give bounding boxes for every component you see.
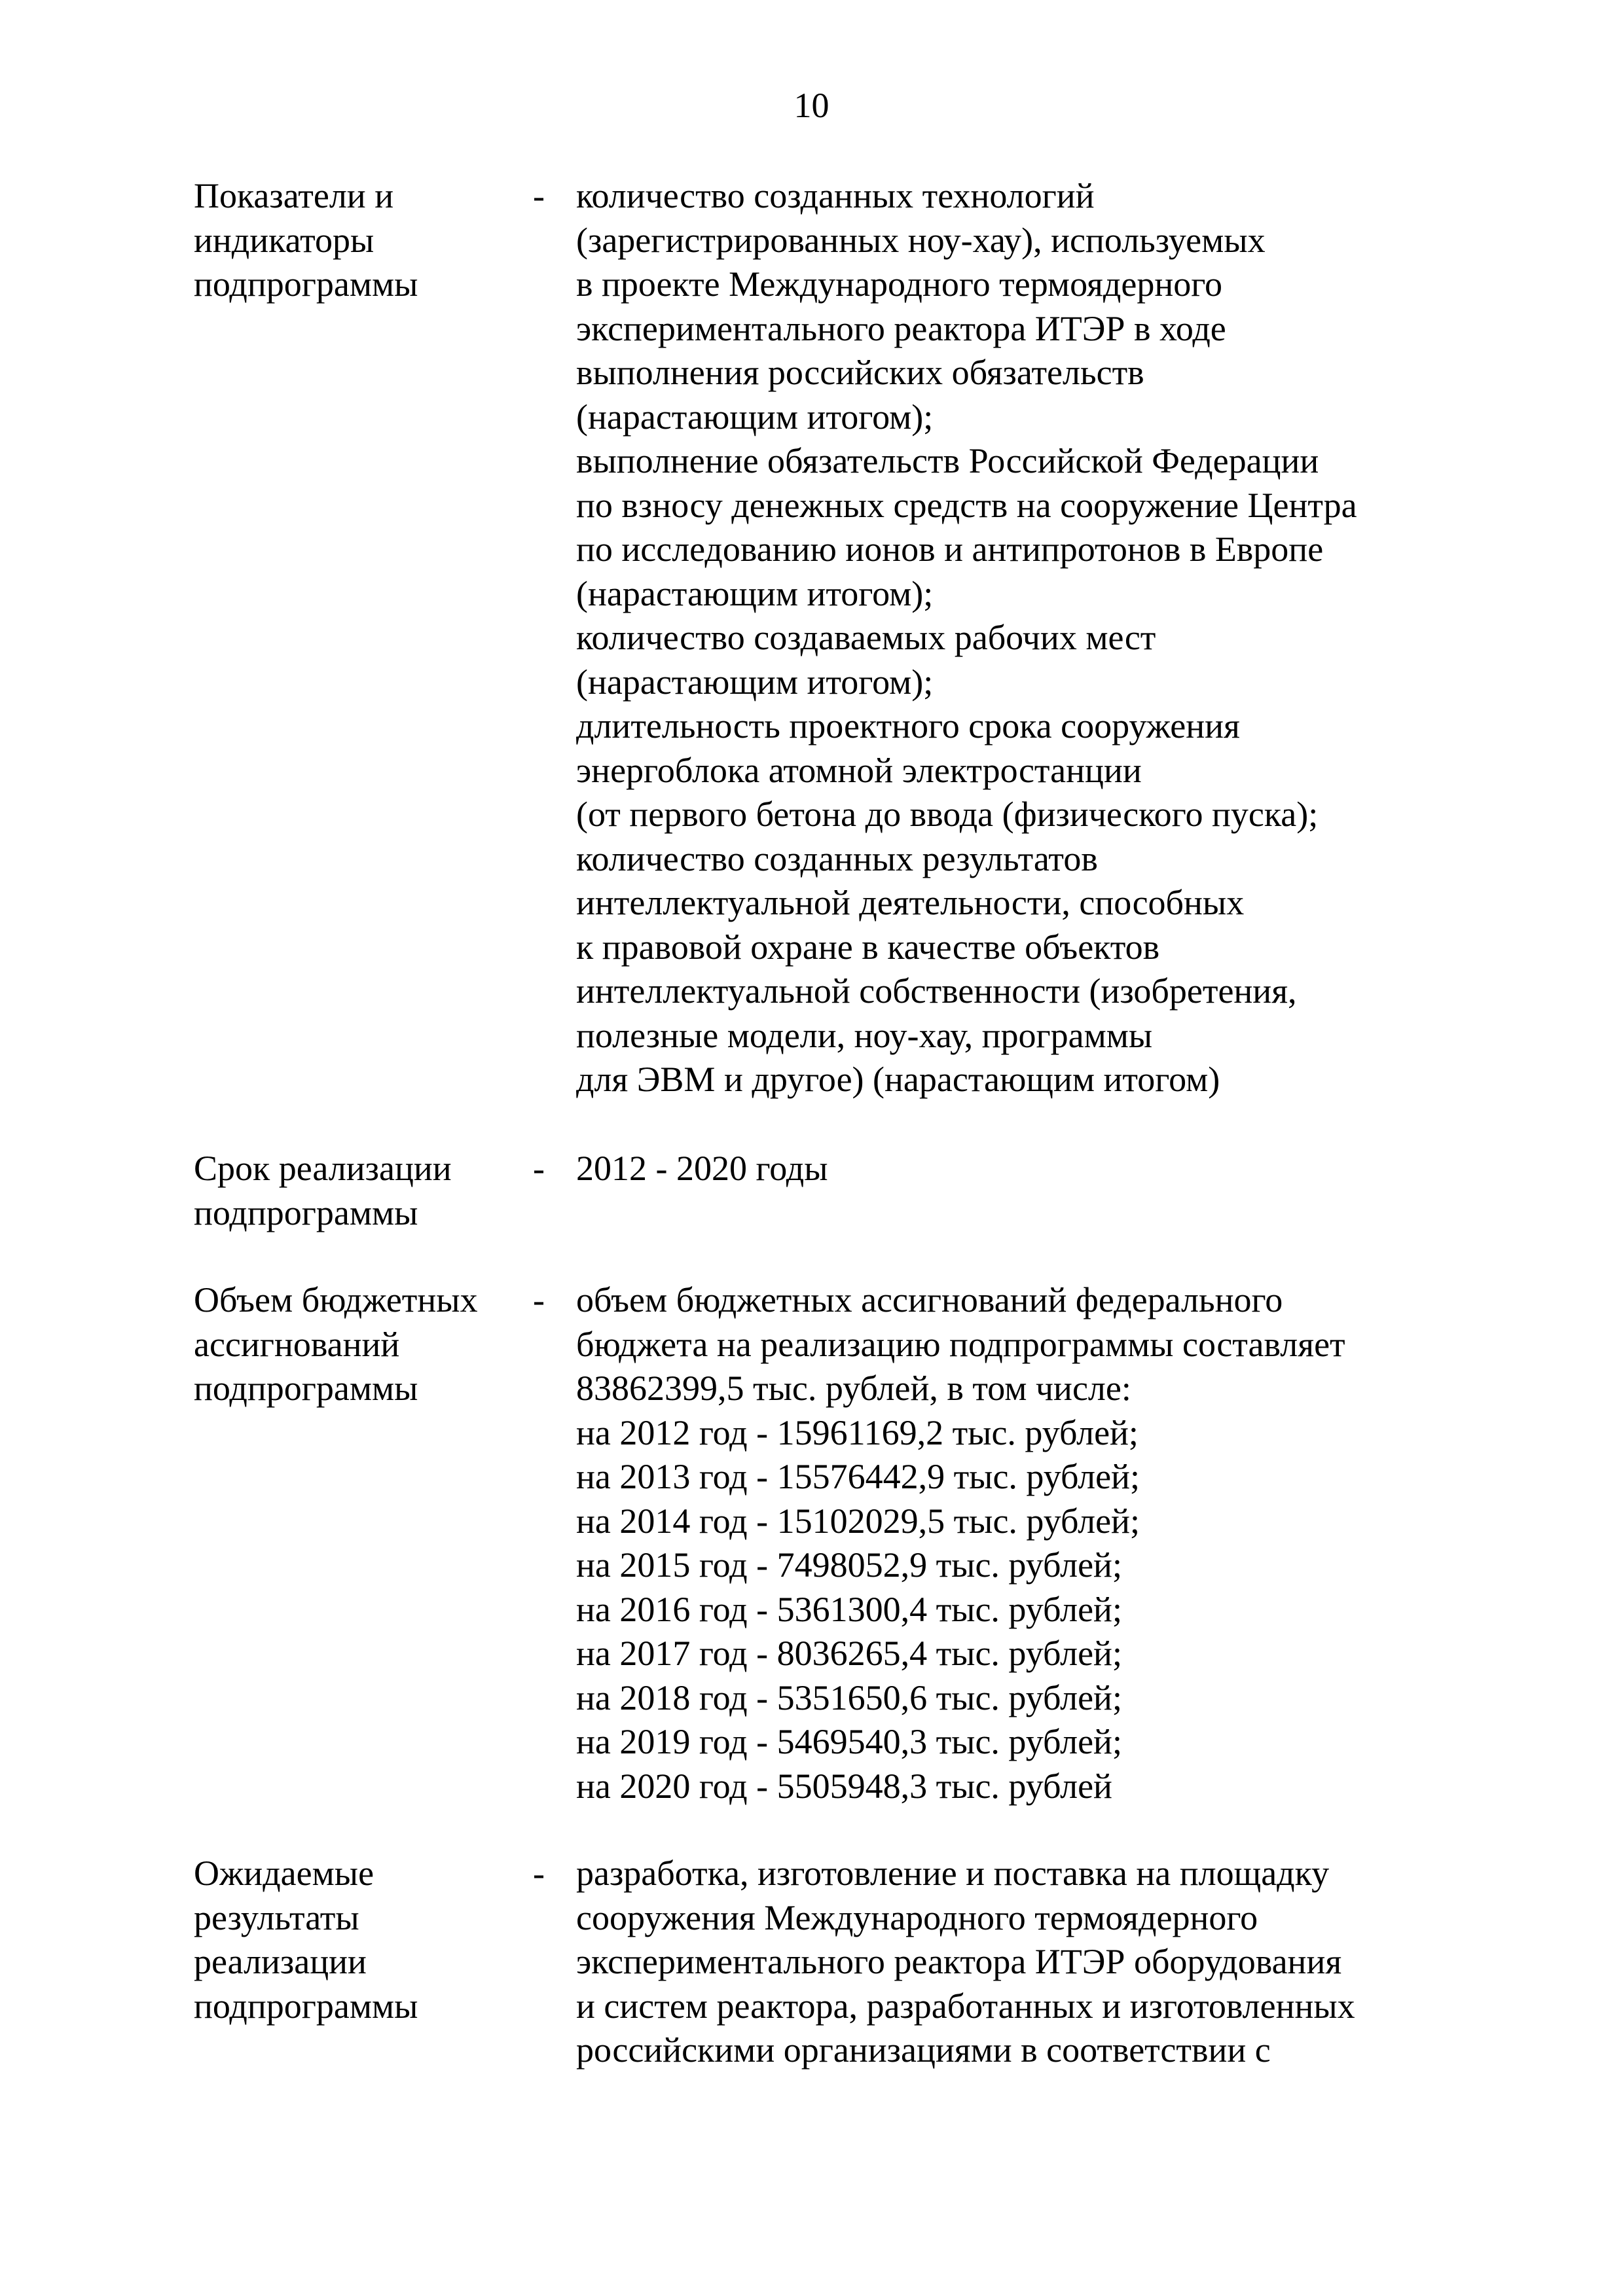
dash-separator: - (533, 1854, 545, 1893)
content-line: (от первого бетона до ввода (физического пуска); (576, 795, 1319, 834)
content-line: интеллектуальной собственности (изобретения, (576, 971, 1297, 1011)
label-line: реализации (194, 1942, 367, 1981)
label-line: Ожидаемые (194, 1854, 374, 1893)
content-line: экспериментального реактора ИТЭР оборудования (576, 1942, 1342, 1981)
content-line: (нарастающим итогом); (576, 573, 934, 613)
content-line: на 2019 год - 5469540,3 тыс. рублей; (576, 1722, 1122, 1761)
content-line: по исследованию ионов и антипротонов в Европе (576, 529, 1324, 569)
dash-separator: - (533, 1280, 545, 1319)
section-label (194, 1147, 534, 1235)
label-line: подпрограммы (194, 1986, 418, 2026)
content-line: интеллектуальной деятельности, способных (576, 883, 1245, 922)
content-line: для ЭВМ и другое) (нарастающим итогом) (576, 1060, 1220, 1099)
content-line: на 2014 год - 15102029,5 тыс. рублей; (576, 1501, 1140, 1541)
content-line: разработка, изготовление и поставка на площадку (576, 1854, 1330, 1893)
content-line: выполнение обязательств Российской Федерации (576, 441, 1319, 480)
content-line: полезные модели, ноу-хау, программы (576, 1015, 1153, 1055)
content-line: энергоблока атомной электростанции (576, 750, 1142, 790)
content-line: и систем реактора, разработанных и изготовленных (576, 1986, 1355, 2026)
content-line: на 2017 год - 8036265,4 тыс. рублей; (576, 1634, 1122, 1673)
content-line: 2012 - 2020 годы (576, 1149, 828, 1188)
content-line: количество созданных технологий (576, 176, 1095, 215)
label-line: Показатели и (194, 176, 394, 215)
label-line: результаты (194, 1897, 359, 1937)
section-label (194, 1278, 534, 1411)
content-line: по взносу денежных средств на сооружение Центра (576, 485, 1357, 525)
page-number: 10 (793, 86, 830, 125)
content-line: российскими организациями в соответствии с (576, 2030, 1271, 2070)
content-line: в проекте Международного термоядерного (576, 264, 1223, 304)
label-line: Объем бюджетных (194, 1280, 478, 1319)
content-line: на 2013 год - 15576442,9 тыс. рублей; (576, 1457, 1140, 1496)
content-line: длительность проектного срока сооружения (576, 706, 1240, 745)
dash-separator: - (533, 1149, 545, 1188)
label-line: подпрограммы (194, 1193, 418, 1232)
content-line: бюджета на реализацию подпрограммы составляет (576, 1324, 1345, 1364)
content-line: экспериментального реактора ИТЭР в ходе (576, 308, 1226, 348)
content-line: на 2020 год - 5505948,3 тыс. рублей (576, 1766, 1112, 1806)
content-line: на 2018 год - 5351650,6 тыс. рублей; (576, 1677, 1122, 1717)
content-line: 83862399,5 тыс. рублей, в том числе: (576, 1369, 1131, 1408)
dash-separator: - (533, 176, 545, 215)
content-line: выполнения российских обязательств (576, 353, 1144, 392)
section-content (576, 1852, 1453, 2073)
content-line: количество создаваемых рабочих мест (576, 618, 1156, 657)
content-line: объем бюджетных ассигнований федерального (576, 1280, 1283, 1319)
content-line: (нарастающим итогом); (576, 397, 934, 437)
label-line: ассигнований (194, 1324, 400, 1364)
label-line: подпрограммы (194, 264, 418, 304)
section-content (576, 1278, 1453, 1808)
label-line: Срок реализации (194, 1149, 452, 1188)
label-line: индикаторы (194, 220, 374, 260)
content-line: на 2016 год - 5361300,4 тыс. рублей; (576, 1589, 1122, 1629)
content-line: (зарегистрированных ноу-хау), используемых (576, 220, 1266, 260)
section-content (576, 1147, 1453, 1191)
content-line: к правовой охране в качестве объектов (576, 927, 1160, 967)
content-line: на 2012 год - 15961169,2 тыс. рублей; (576, 1412, 1139, 1452)
content-line: (нарастающим итогом); (576, 662, 934, 702)
section-content (576, 174, 1453, 1102)
content-line: количество созданных результатов (576, 838, 1098, 878)
section-label (194, 1852, 534, 2028)
content-line: на 2015 год - 7498052,9 тыс. рублей; (576, 1545, 1122, 1585)
content-line: сооружения Международного термоядерного (576, 1897, 1258, 1937)
label-line: подпрограммы (194, 1369, 418, 1408)
section-label (194, 174, 534, 307)
